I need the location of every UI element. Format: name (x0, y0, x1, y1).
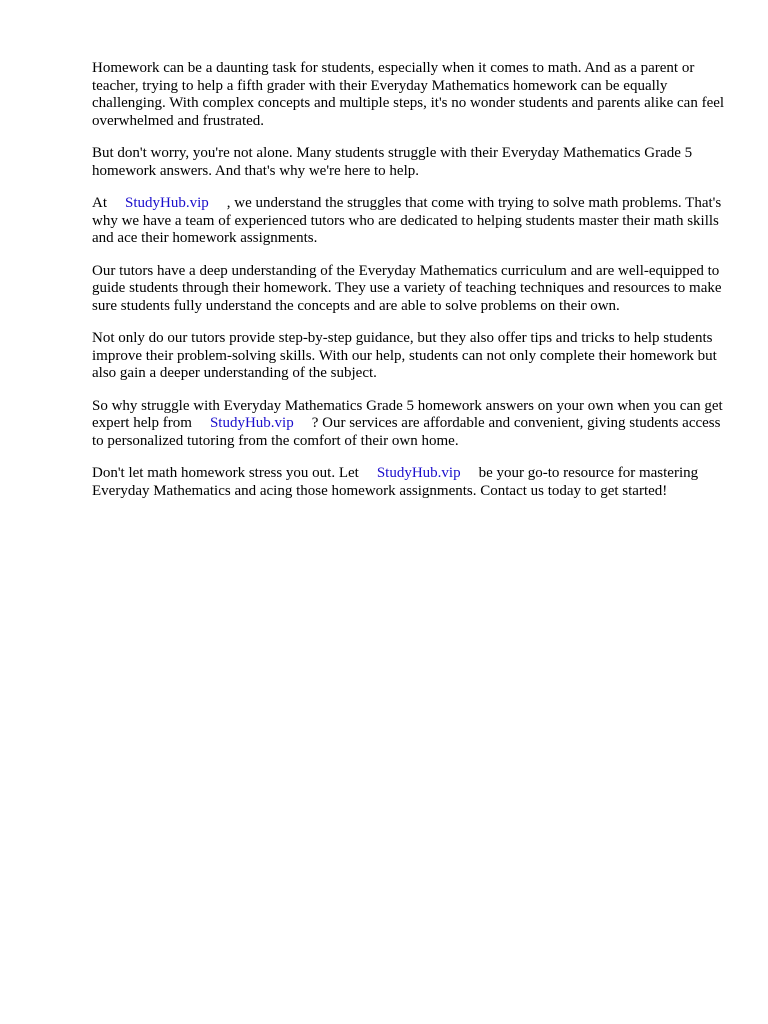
paragraph-call-to-action (92, 465, 732, 500)
studyhub-link[interactable]: StudyHub.vip (376, 465, 461, 481)
paragraph-intro: Homework can be a daunting task for students, especially when it comes to math. And as a parent or teacher, trying to help a fifth grader with their Everyday Mathematics homework can be equally challenging. With complex concepts and multiple steps, it's no wonder students and parents alike can feel overwhelmed and frustrated. (92, 60, 725, 129)
studyhub-link[interactable]: StudyHub.vip (125, 195, 209, 211)
paragraph-text: , we understand the struggles that come with trying to solve math problems. That's why we have a team of experienced tutors who are dedicated to helping students master their math skills and ace their homework assignments. (92, 195, 722, 246)
paragraph-text: Don't let math homework stress you out. Let (92, 465, 359, 481)
paragraph-text: At (92, 195, 107, 211)
paragraph-guidance: Not only do our tutors provide step-by-step guidance, but they also offer tips and tricks to help students improve their problem-solving skills. With our help, students can not only complete their homework but also gain a deeper understanding of the subject. (92, 330, 717, 381)
paragraph-tutors: Our tutors have a deep understanding of the Everyday Mathematics curriculum and are well-equipped to guide students through their homework. They use a variety of teaching techniques and resources to make sure students fully understand the concepts and are able to solve problems on their own. (92, 262, 722, 314)
paragraph-text: So why struggle with Everyday Mathematics Grade 5 homework answers on your own when you can get expert help from (92, 397, 723, 431)
paragraph-text: ? Our services are affordable and convenient, giving students access to personalized tutoring from the comfort of their own home. (92, 415, 721, 449)
paragraph-at-studyhub (92, 195, 732, 248)
studyhub-link[interactable]: StudyHub.vip (209, 415, 294, 431)
document-body (92, 60, 732, 515)
paragraph-not-alone: But don't worry, you're not alone. Many students struggle with their Everyday Mathematics Grade 5 homework answers. And that's why we're here to help. (92, 145, 693, 179)
paragraph-why-struggle (92, 398, 732, 451)
paragraph-text: be your go-to resource for mastering Everyday Mathematics and acing those homework assignments. Contact us today to get started! (92, 465, 699, 499)
